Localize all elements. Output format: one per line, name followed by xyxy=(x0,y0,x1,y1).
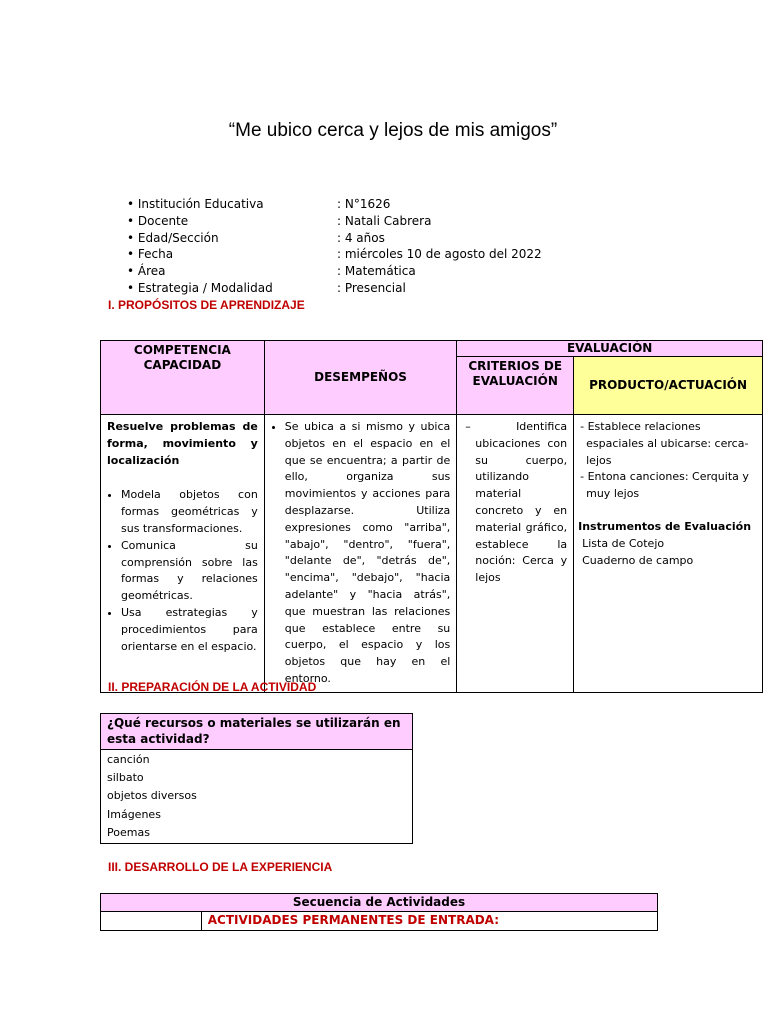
instrumentos-title: Instrumentos de Evaluación xyxy=(578,519,752,533)
materials-question: ¿Qué recursos o materiales se utilizarán en esta actividad? xyxy=(101,714,413,750)
section-heading-preparacion: II. PREPARACIÓN DE LA ACTIVIDAD xyxy=(108,680,317,694)
criterio-value: Identifica ubicaciones con su cuerpo, utilizando material concreto y en material gráfico, establece la noción: Cerca y lejos xyxy=(475,420,568,585)
list-item: objetos diversos xyxy=(107,789,197,803)
header-producto: PRODUCTO/ACTUACIÓN xyxy=(574,357,763,415)
instrumento-item: Cuaderno de campo xyxy=(582,553,694,567)
learning-purposes-table xyxy=(100,340,763,693)
competencia-text: Resuelve problemas de forma, movimiento y localización xyxy=(107,420,258,467)
section-heading-propositos: I. PROPÓSITOS DE APRENDIZAJE xyxy=(108,298,305,312)
info-label: • Área xyxy=(127,264,166,279)
info-label: • Estrategia / Modalidad xyxy=(127,280,273,295)
info-value: : Natali Cabrera xyxy=(337,213,432,228)
section-heading-desarrollo: III. DESARROLLO DE LA EXPERIENCIA xyxy=(108,860,333,874)
info-label: • Docente xyxy=(127,213,189,228)
document-title: “Me ubico cerca y lejos de mis amigos” xyxy=(228,120,558,141)
info-value: : N°1626 xyxy=(337,197,391,211)
competencia-cell xyxy=(101,415,265,693)
info-label: • Edad/Sección xyxy=(127,230,219,245)
list-item: • Modela objetos con formas geométricas y sus transformaciones. xyxy=(121,487,258,537)
activities-table xyxy=(100,893,658,931)
info-value: : Presencial xyxy=(337,280,406,295)
desempenos-cell xyxy=(264,415,456,693)
producto-value: Entona canciones: Cerquita y muy lejos xyxy=(586,470,749,501)
capacidades-list xyxy=(107,487,258,655)
desempenos-list xyxy=(271,419,450,688)
instrumento-item: Lista de Cotejo xyxy=(582,536,665,550)
list-item: • Comunica su comprensión sobre las formas y relaciones geométricas. xyxy=(121,538,258,605)
info-value: : 4 años xyxy=(337,230,385,245)
list-item: • Se ubica a si mismo y ubica objetos en el espacio en el que se encuentra; a partir de ello, organiza sus movimientos y acciones para desplazarse. Utiliza expresiones como "arriba", "abajo", "dentro", "fuera", "delante de", "detrás de", "encima", "debajo", "hacia adelante" y "hacia atrás", que muestran las relaciones que establece entre su cuerpo, el espacio y los objetos que hay en el entorno. xyxy=(285,419,450,688)
list-item: Imágenes xyxy=(107,807,161,821)
criterio-text: – Identifica ubicaciones con su cuerpo, utilizando material concreto y en material gráfico, establece la noción: Cerca y lejos xyxy=(465,420,568,585)
producto-cell xyxy=(574,415,763,693)
header-evaluacion: EVALUACIÓN xyxy=(457,341,763,357)
list-item: • Usa estrategias y procedimientos para orientarse en el espacio. xyxy=(121,605,258,655)
header-criterios: CRITERIOS DE EVALUACIÓN xyxy=(457,357,574,415)
producto-value: Establece relaciones espaciales al ubicarse: cerca- lejos xyxy=(586,420,749,467)
producto-item: - Establece relaciones espaciales al ubicarse: cerca- lejos xyxy=(580,420,749,467)
info-label: • Institución Educativa xyxy=(127,197,264,211)
criterios-cell xyxy=(457,415,574,693)
materials-list xyxy=(101,750,413,844)
activities-empty-cell xyxy=(101,912,202,931)
list-item: Poemas xyxy=(107,825,150,839)
list-item: silbato xyxy=(107,771,144,785)
info-label: • Fecha xyxy=(127,247,174,262)
list-item: canción xyxy=(107,753,150,766)
header-desempenos: DESEMPEÑOS xyxy=(264,341,456,415)
producto-item: - Entona canciones: Cerquita y muy lejos xyxy=(580,470,749,501)
materials-table xyxy=(100,713,413,844)
activities-permanentes: ACTIVIDADES PERMANENTES DE ENTRADA: xyxy=(201,912,657,931)
activities-header: Secuencia de Actividades xyxy=(101,894,658,912)
info-value: : Matemática xyxy=(337,264,416,279)
header-capacidad: CAPACIDAD xyxy=(143,358,222,372)
header-competencia-capacidad xyxy=(101,341,265,415)
header-competencia: COMPETENCIA xyxy=(133,343,231,357)
info-value: : miércoles 10 de agosto del 2022 xyxy=(337,247,542,262)
